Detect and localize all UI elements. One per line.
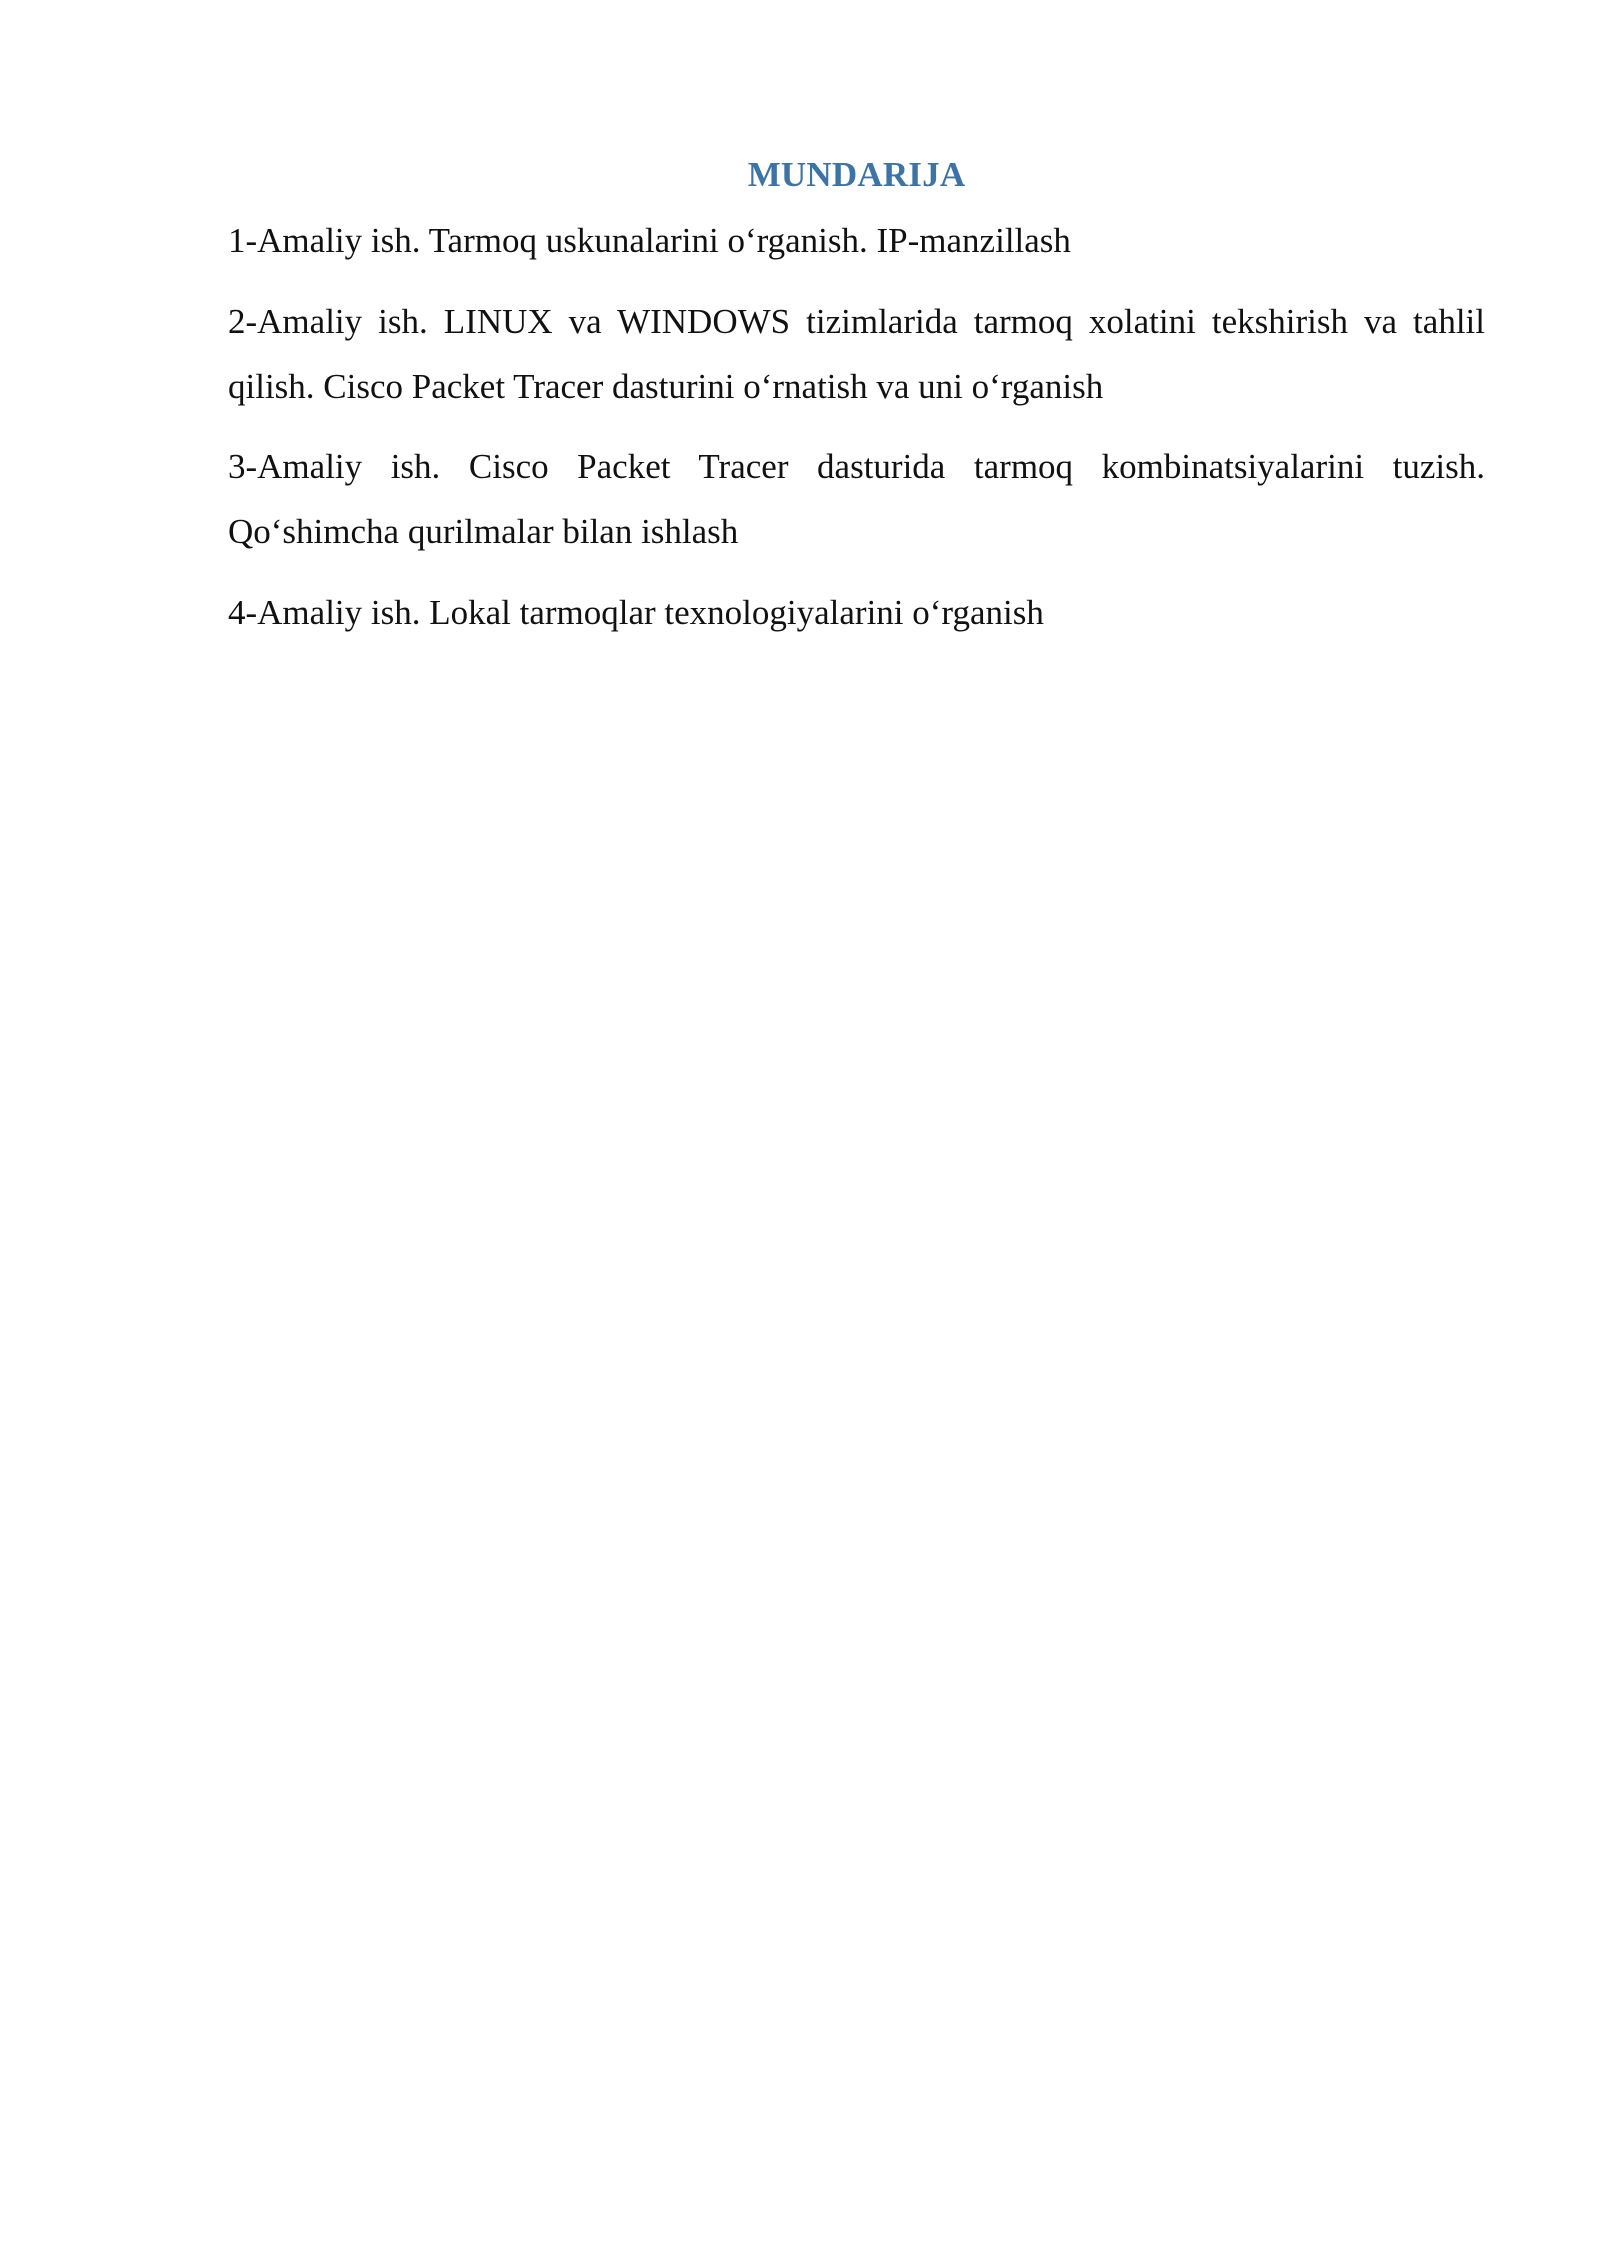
- toc-item-2: 2-Amaliy ish. LINUX va WINDOWS tizimlarida tarmoq xolatini tekshirish va tahlil qilish. Cisco Packet Tracer dasturini o‘rnatish va uni o‘rganish: [228, 302, 1485, 406]
- toc-list: [228, 208, 1485, 645]
- toc-item-3: 3-Amaliy ish. Cisco Packet Tracer dasturida tarmoq kombinatsiyalarini tuzish. Qo‘shimcha qurilmalar bilan ishlash: [228, 447, 1485, 551]
- toc-item-4: 4-Amaliy ish. Lokal tarmoqlar texnologiyalarini o‘rganish: [228, 593, 1044, 632]
- toc-item-1: 1-Amaliy ish. Tarmoq uskunalarini o‘rganish. IP-manzillash: [228, 221, 1071, 260]
- table-of-contents: [228, 148, 1485, 661]
- toc-title: MUNDARIJA: [747, 155, 966, 194]
